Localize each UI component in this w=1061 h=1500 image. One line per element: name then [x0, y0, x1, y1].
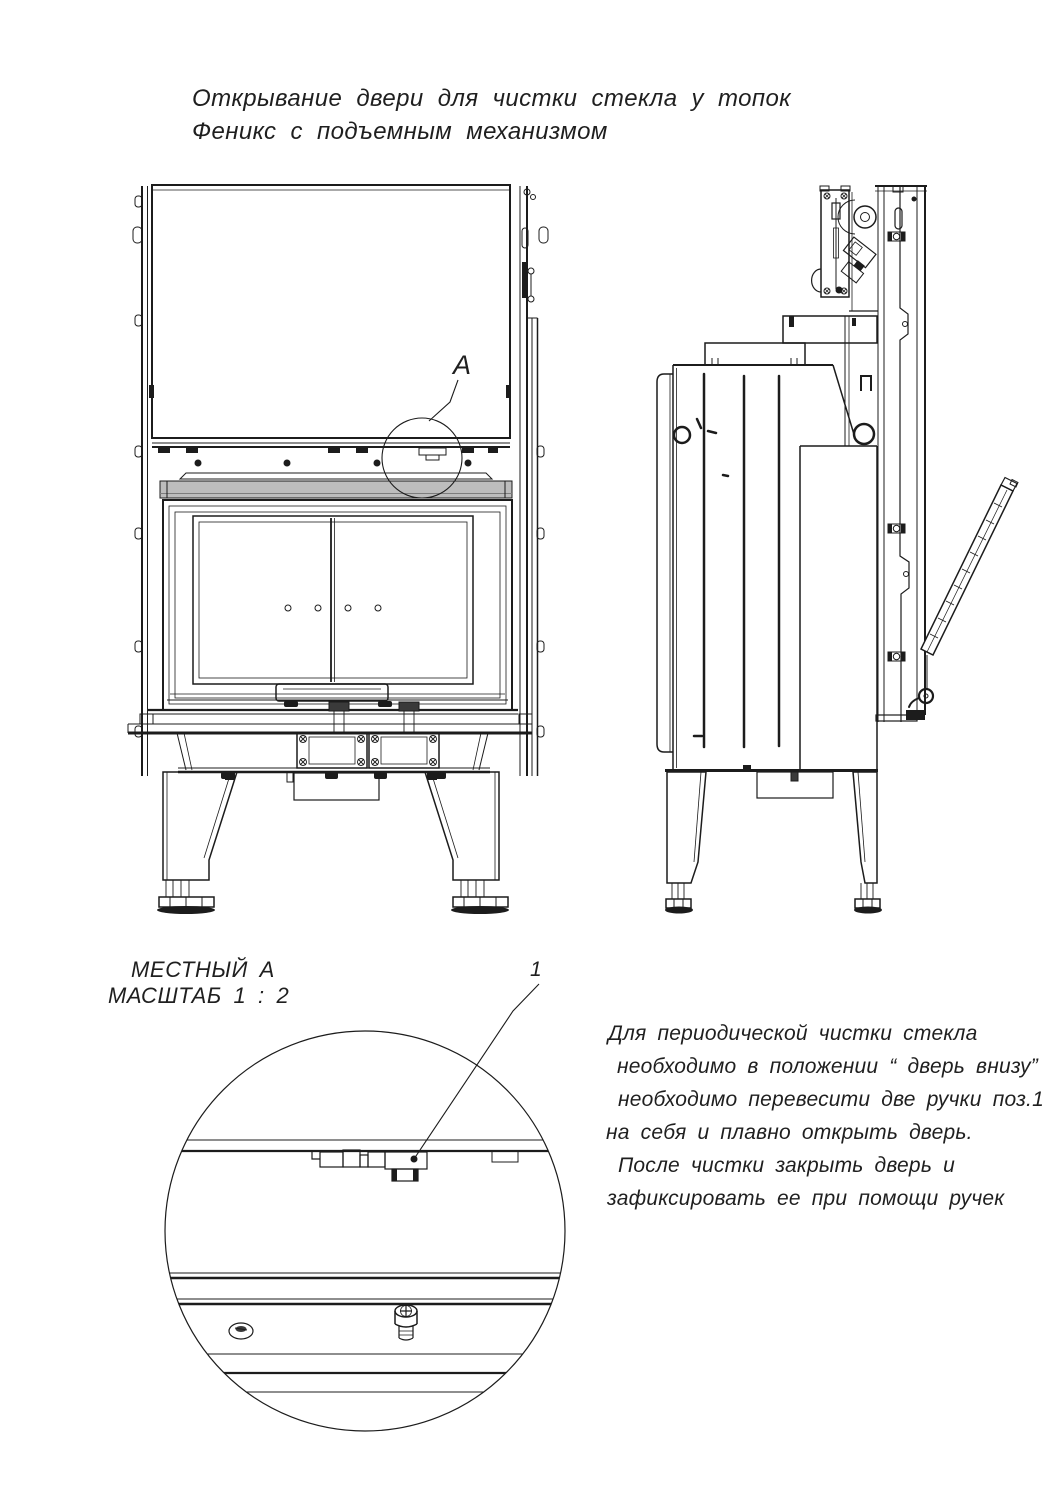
callout-a-label: A [453, 350, 472, 380]
instruction-line: на себя и плавно открыть дверь. [606, 1121, 973, 1144]
item-1-label: 1 [530, 958, 542, 981]
instruction-line: зафиксировать ее при помощи ручек [607, 1187, 1005, 1210]
page-title-line-1: Открывание двери для чистки стекла у топок [192, 85, 791, 112]
fixing-bolt [395, 1305, 417, 1340]
frame-bolt [888, 524, 905, 533]
screw-head [229, 1323, 253, 1339]
leader-line-item-1 [411, 984, 540, 1163]
instruction-line: необходимо перевесити две ручки поз.1 [618, 1088, 1044, 1111]
frame-bolt [888, 652, 905, 661]
instruction-line: После чистки закрыть дверь и [618, 1154, 955, 1177]
side-view-drawing [657, 186, 1018, 914]
front-view-drawing [128, 185, 548, 914]
instruction-line: Для периодической чистки стекла [608, 1022, 978, 1045]
lift-mechanism [812, 186, 878, 311]
detail-view-title: МЕСТНЫЙ А [131, 957, 275, 982]
page-title-line-2: Феникс с подъемным механизмом [192, 118, 608, 145]
detail-view-drawing [160, 984, 570, 1431]
instruction-line: необходимо в положении “ дверь внизу” [617, 1055, 1039, 1078]
latch-handle-item-1 [312, 1150, 427, 1181]
detail-view-scale: МАСШТАБ 1 : 2 [108, 983, 290, 1008]
frame-bolt [888, 232, 905, 241]
